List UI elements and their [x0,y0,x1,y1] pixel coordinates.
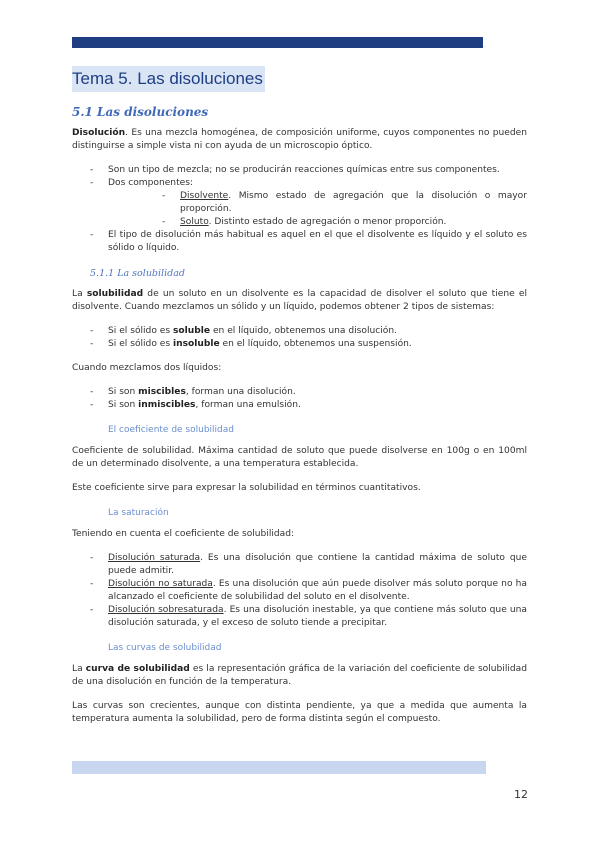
list-item: - Disolución sobresaturada. Es una disolución inestable, ya que contiene más soluto que una disolución saturada, y el exceso de soluto tiende a precipitar. [72,604,527,630]
list-item: - Dos componentes: - Disolvente. Mismo estado de agregación que la disolución o mayor proporción. - Soluto. Distinto estado de agregación o menor proporción. [72,177,527,229]
list-item: - Soluto. Distinto estado de agregación o menor proporción. [108,216,527,229]
list-item: - Si son miscibles, forman una disolución. [72,386,527,399]
paragraph: Teniendo en cuenta el coeficiente de solubilidad: [72,529,295,539]
page-content [72,66,527,737]
list-item: - Si son inmiscibles, forman una emulsión. [72,399,527,412]
paragraph: Las curvas son crecientes, aunque con distinta pendiente, ya que a medida que aumenta la temperatura aumenta la solubilidad, pero de forma distinta según el compuesto. [72,701,527,724]
paragraph: La solubilidad de un soluto en un disolvente es la capacidad de disolver el soluto que tiene el disolvente. Cuando mezclamos un sólido y un líquido, podemos obtener 2 tipos de sistemas: [72,289,527,312]
list-item: - Son un tipo de mezcla; no se producirán reacciones químicas entre sus componentes. [72,164,527,177]
list-item: - Si el sólido es insoluble en el líquido, obtenemos una suspensión. [72,338,527,351]
subheading-coeficiente: El coeficiente de solubilidad [108,425,234,435]
subheading-curvas: Las curvas de solubilidad [108,643,222,653]
bullet-list [72,325,527,351]
paragraph: Cuando mezclamos dos líquidos: [72,363,222,373]
footer-bar [72,761,486,774]
subheading-saturacion: La saturación [108,508,169,518]
list-item: - Disolvente. Mismo estado de agregación que la disolución o mayor proporción. [108,190,527,216]
section-heading-5-1: 5.1 Las disoluciones [72,105,209,119]
sub-list [108,190,527,229]
paragraph: La curva de solubilidad es la representación gráfica de la variación del coeficiente de solubilidad de una disolución en función de la temperatura. [72,664,528,687]
paragraph: Coeficiente de solubilidad. Máxima cantidad de soluto que puede disolverse en 100g o en 100ml de un determinado disolvente, a una temperatura establecida. [72,446,527,469]
bullet-list [72,552,527,630]
list-item: - Si el sólido es soluble en el líquido, obtenemos una disolución. [72,325,527,338]
list-item: - Disolución no saturada. Es una disolución que aún puede disolver más soluto porque no ha alcanzado el coeficiente de solubilidad del soluto en el disolvente. [72,578,527,604]
page-title: Tema 5. Las disoluciones [72,66,265,92]
paragraph: Este coeficiente sirve para expresar la solubilidad en términos cuantitativos. [72,483,421,493]
header-mark: . [484,43,486,49]
definition-paragraph: Disolución. Es una mezcla homogénea, de composición uniforme, cuyos componentes no pueden distinguirse a simple vista ni con ayuda de un microscopio óptico. [72,128,527,151]
page-number: 12 [514,788,528,801]
list-item: - Disolución saturada. Es una disolución que contiene la cantidad máxima de soluto que puede admitir. [72,552,527,578]
section-heading-5-1-1: 5.1.1 La solubilidad [90,268,185,279]
list-item: - El tipo de disolución más habitual es aquel en el que el disolvente es líquido y el soluto es sólido o líquido. [72,229,527,255]
bullet-list [72,386,527,412]
bullet-list [72,164,527,255]
term: Disolución [72,128,126,138]
header-bar [72,37,483,48]
